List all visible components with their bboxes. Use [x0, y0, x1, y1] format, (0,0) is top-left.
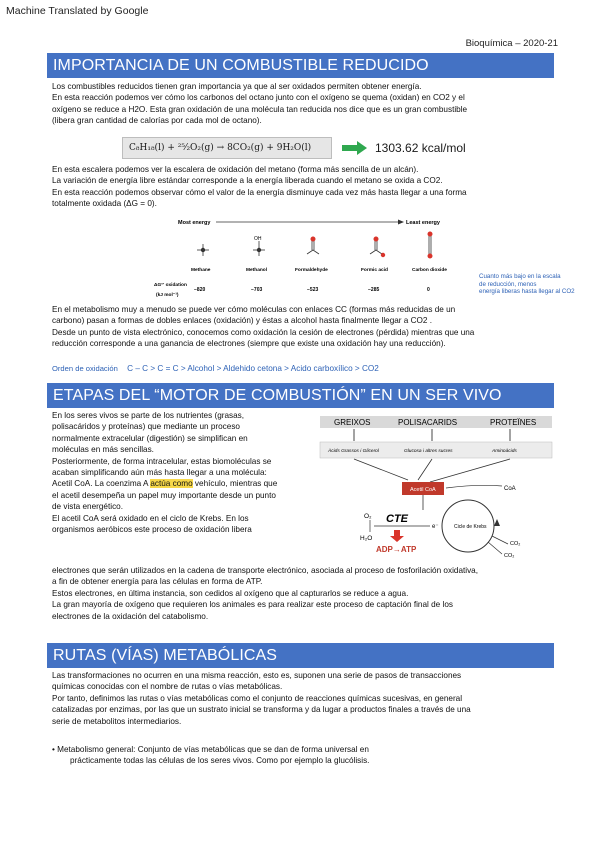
oxygen-atom	[428, 254, 433, 259]
text-line: Las transformaciones no ocurren en una misma reacción, esto es, suponen una serie de pasos de transacciones	[52, 671, 462, 680]
text-line: La variación de energía libre estándar corresponde a la energía liberada cuando el metano se oxida a CO2.	[52, 176, 443, 186]
section1-intro	[52, 81, 552, 127]
note-line: energía liberas hasta llegar al CO2	[479, 288, 575, 296]
acetyl-pre: Acetil CoA. La coenzima A	[52, 479, 151, 489]
text-line: polisacáridos y proteínas) que mediante un proceso	[52, 422, 240, 432]
header-polisacaridos: POLISACARIDS	[398, 418, 458, 427]
acetyl-post: vehículo, mientras que	[192, 479, 278, 489]
molecule-label: Formaldehyde	[295, 268, 328, 273]
text-line: moléculas en más sencillas.	[52, 445, 154, 455]
text-line: En esta reacción podemos ver cómo los carbonos del octano junto con el oxígeno se quema (oxidan) en CO2 y el	[52, 93, 465, 103]
atp-label: ADP→ATP	[376, 545, 417, 554]
molecule-label: Formic acid	[361, 268, 388, 273]
machine-translated-label: Machine Translated by Google	[6, 5, 149, 17]
energy-value: 1303.62 kcal/mol	[375, 141, 466, 155]
molecule-label: Carbon dioxide	[412, 268, 447, 273]
text-line	[52, 478, 314, 489]
dg-value: 0	[427, 287, 430, 293]
dg-value: −285	[368, 287, 380, 293]
section-title-rutas: RUTAS (VÍAS) METABÓLICAS	[47, 643, 554, 668]
electron-label: e⁻	[432, 524, 439, 530]
dg-label: ΔG°' oxidation	[154, 283, 187, 288]
product-label: Àcids Grassos i Glicerol	[328, 449, 379, 454]
oxygen-atom	[374, 237, 379, 242]
text-line: En los seres vivos se parte de los nutrientes (grasas,	[52, 411, 245, 420]
red-down-arrow-icon	[390, 530, 404, 542]
section-title-etapas: ETAPAS DEL “MOTOR DE COMBUSTIÓN” EN UN SER VIVO	[47, 383, 554, 408]
bullet-line: • Metabolismo general: Conjunto de vías metabólicas que se dan de forma universal en	[52, 745, 369, 754]
molecule-label: Methane	[191, 268, 211, 273]
ladder-side-note	[479, 273, 597, 296]
h2o-label: H₂O	[360, 535, 373, 542]
note-line: de reducción, menos	[479, 280, 537, 288]
text-line: Por tanto, definimos las rutas o vías metabólicas como el conjunto de reacciones químicas sucesivas, en general	[52, 693, 463, 703]
text-line: En esta reacción podemos observar cómo el valor de la energía disminuye cada vez más hasta llegar a una forma	[52, 187, 467, 197]
text-line: (libera gran cantidad de calorías por cada mol de octano).	[52, 116, 262, 126]
methane-structure	[197, 244, 209, 256]
oxidation-order-label: Orden de oxidación	[52, 364, 118, 373]
note-line: Cuanto más bajo en la escala	[479, 273, 561, 280]
krebs-label: Cicle de Krebs	[454, 524, 487, 530]
text-line: organismos aeróbicos este proceso de oxidación libera	[52, 525, 252, 535]
header-proteinas: PROTEÏNES	[490, 418, 537, 427]
text-line: químicas conocidas con el nombre de rutas o vías metabólicas.	[52, 682, 283, 692]
text-line: Posteriormente, de forma intracelular, estas biomoléculas se	[52, 456, 272, 466]
text-line: acaban simplificando aún más hasta llegar a una molécula:	[52, 468, 267, 478]
dg-value: −703	[251, 287, 263, 293]
text-line: el acetil desempeña un papel muy importante desde un punto	[52, 490, 276, 500]
bullet-line: prácticamente todas las células de los seres vivos. Como por ejemplo la glucólisis.	[70, 756, 370, 766]
text-line: electrones de la oxidación del catabolismo.	[52, 611, 209, 621]
product-label: Glucosa i altres sucres	[404, 449, 453, 454]
text-line: Los combustibles reducidos tienen gran importancia ya que al ser oxidados permiten obtener energía.	[52, 82, 422, 91]
text-line: a fin de obtener energía para las células en forma de ATP.	[52, 577, 263, 587]
formaldehyde-structure	[307, 241, 319, 254]
molecule-label: Methanol	[246, 268, 268, 273]
product-label: Aminoàcids	[492, 449, 517, 454]
oxygen-atom	[311, 237, 316, 242]
text-line: carbono) pasan a formas de dobles enlaces (oxidación) y éstas a alcohol hasta finalmente llegar a CO2 .	[52, 316, 433, 326]
text-line: El acetil CoA será oxidado en el ciclo de Krebs. En los	[52, 513, 249, 523]
highlighted-text: actúa como	[150, 479, 193, 489]
text-line: totalmente oxidada (ΔG = 0).	[52, 199, 157, 209]
most-energy-label: Most energy	[178, 220, 211, 226]
text-line: normalmente extracelular (digestión) se simplifican en	[52, 433, 248, 443]
text-line: En esta escalera podemos ver la escalera de oxidación del metano (forma más sencilla de un alcán).	[52, 165, 419, 174]
cycle-arrowhead	[494, 519, 500, 526]
text-line: de vista energético.	[52, 502, 124, 512]
co2-label: CO₂	[504, 553, 515, 559]
section2-full-text	[52, 565, 557, 622]
coa-label: CoA	[504, 486, 516, 492]
oxygen-atom	[381, 253, 385, 257]
oxidation-ladder	[150, 216, 450, 304]
o2-label: O₂	[364, 513, 372, 520]
text-line: reducción corresponde a una ganancia de electrones (siempre que existe una oxidación hay una reducción).	[52, 339, 446, 349]
formic-acid-structure	[370, 241, 382, 254]
cte-label: CTE	[386, 513, 408, 525]
text-line: catalizadas por enzimas, por las que un sustrato inicial se transforma y da lugar a productos finales a través de una	[52, 705, 471, 715]
green-arrow-icon	[342, 140, 368, 156]
section3-bullet	[52, 744, 557, 767]
header-grasas: GREIXOS	[334, 418, 371, 427]
acetyl-coa-label: Acetil CoA	[410, 487, 436, 493]
co2-label: CO₂	[510, 541, 521, 547]
text-line: oxígeno se reduce a H2O. Esta gran oxidación de una molécula tan reducida nos dice que es un gran combustible	[52, 104, 468, 114]
methanol-structure	[253, 241, 265, 256]
octane-formula: C₈H₁₈(l) + ²⁵⁄₂O₂(g) → 8CO₂(g) + 9H₂O(l)	[122, 137, 332, 159]
oxidation-order	[52, 363, 552, 374]
catabolism-diagram	[318, 414, 554, 560]
oxygen-atom	[428, 232, 433, 237]
section2-left-text	[52, 410, 314, 535]
text-line: En el metabolismo muy a menudo se puede ver cómo moléculas con enlaces CC (formas más reducidas de un	[52, 305, 456, 314]
methanol-oh: OH	[254, 236, 262, 242]
text-line: serie de metabolitos intermediarios.	[52, 716, 182, 726]
section1-metabolism-text	[52, 304, 552, 350]
dg-value: −820	[194, 287, 206, 293]
energy-axis-arrowhead	[398, 220, 404, 225]
section3-text	[52, 670, 557, 727]
dg-value: −523	[307, 287, 319, 293]
course-header: Bioquímica – 2020-21	[465, 38, 558, 49]
co2-structure	[429, 236, 431, 254]
text-line: Estos electrones, en última instancia, son cedidos al oxígeno que al capturarlos se reduce a agua.	[52, 588, 409, 598]
least-energy-label: Least energy	[406, 220, 440, 226]
dg-unit: (kJ mol⁻¹)	[156, 293, 179, 298]
text-line: La gran mayoría de oxígeno que requieren los animales es para realizar este proceso de captación final de los	[52, 600, 453, 610]
text-line: Desde un punto de vista electrónico, conocemos como oxidación la cesión de electrones (pérdida) mientras que una	[52, 327, 475, 337]
oxidation-order-sequence: C – C > C = C > Alcohol > Aldehido cetona > Acido carboxílico > CO2	[127, 364, 379, 373]
text-line: electrones que serán utilizados en la cadena de transporte electrónico, asociada al proceso de fosforilación oxidativa,	[52, 566, 479, 575]
section-title-combustible: IMPORTANCIA DE UN COMBUSTIBLE REDUCIDO	[47, 53, 554, 78]
section1-ladder-text	[52, 164, 552, 210]
